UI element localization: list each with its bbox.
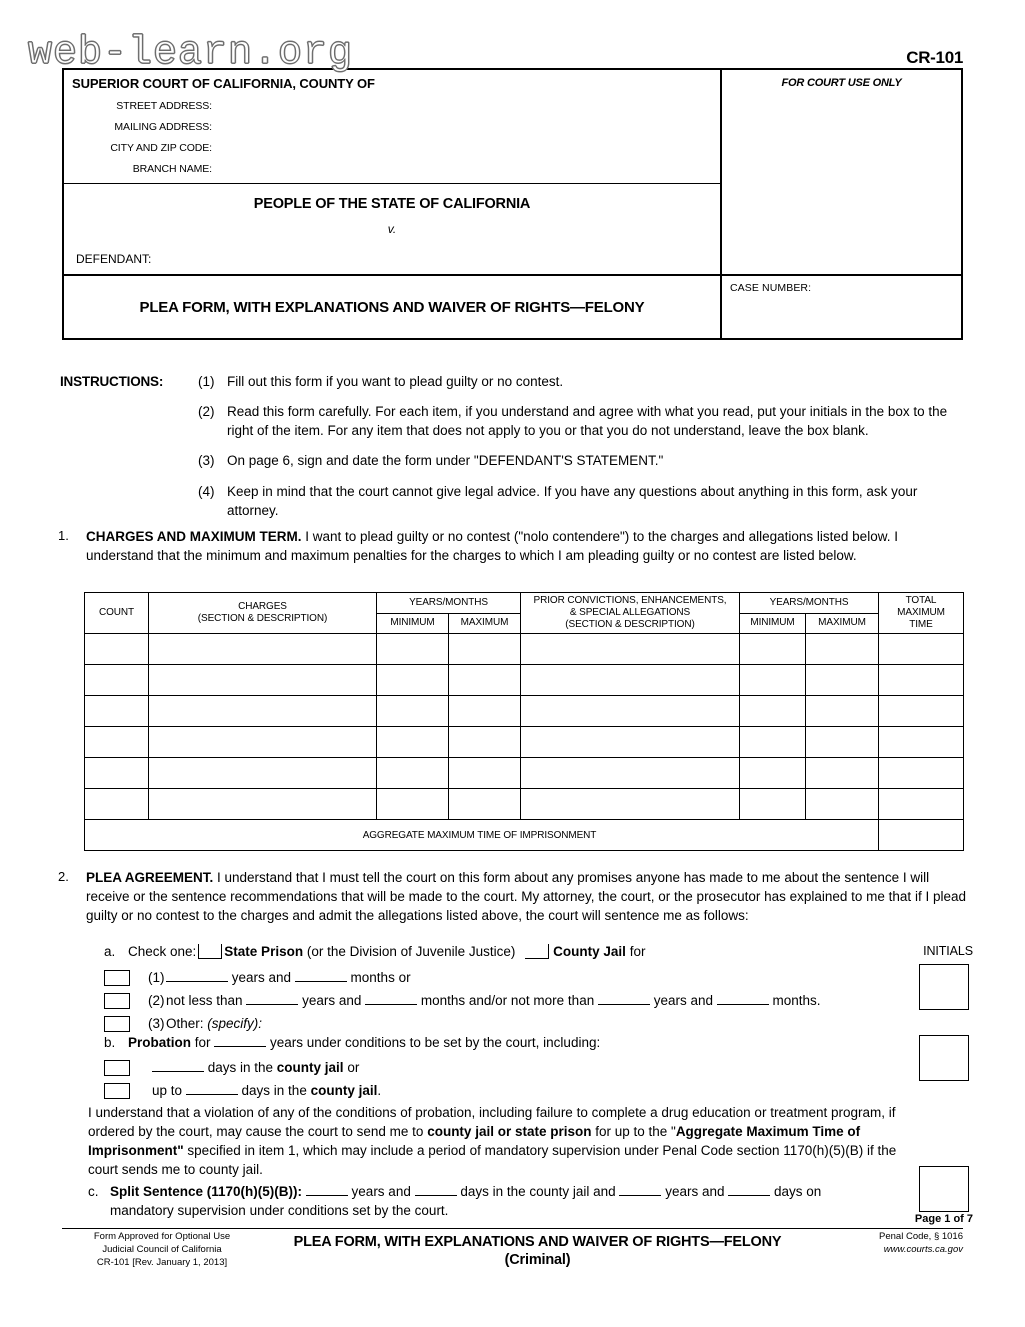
footer-council-line: Judicial Council of California — [102, 1243, 222, 1255]
cell-count[interactable] — [85, 758, 149, 789]
aggregate-label: AGGREGATE MAXIMUM TIME OF IMPRISONMENT — [85, 820, 879, 851]
a1-months-label: months or — [346, 970, 411, 986]
a3-other-label: Other: — [166, 1016, 204, 1032]
c-t4: days on — [770, 1184, 822, 1199]
c-t5: mandatory supervision under conditions set by the court. — [110, 1203, 449, 1219]
item-2-heading: PLEA AGREEMENT. — [86, 870, 214, 885]
violation-p2: for up to the " — [591, 1124, 676, 1140]
item-2c-text — [110, 1182, 821, 1220]
instruction-number: (1) — [198, 374, 215, 389]
a2-t5: months. — [768, 993, 821, 1009]
option-b2-text — [130, 1081, 381, 1100]
th-total-max-time — [879, 593, 964, 634]
cell-total[interactable] — [879, 665, 964, 696]
th-priors-line2: & SPECIAL ALLEGATIONS — [569, 607, 691, 618]
item-2b-line-text — [128, 1033, 600, 1052]
cell-min-2[interactable] — [740, 727, 806, 758]
page-number-label: Page 1 of 7 — [914, 1213, 973, 1225]
c-blank-3[interactable] — [619, 1195, 661, 1196]
th-priors — [521, 593, 740, 634]
item-1-charges — [58, 527, 968, 565]
th-charges-line2: (SECTION & DESCRIPTION) — [197, 613, 328, 624]
state-prison-checkbox[interactable] — [198, 944, 222, 959]
cell-count[interactable] — [85, 696, 149, 727]
parties-block — [64, 184, 720, 274]
case-number-label: CASE NUMBER: — [730, 282, 812, 294]
cell-min-2[interactable] — [740, 758, 806, 789]
item-2a-block — [104, 942, 894, 1034]
option-a2-text — [166, 991, 821, 1010]
c-blank-2[interactable] — [415, 1195, 457, 1196]
item-2b-option-1 — [104, 1058, 894, 1077]
cell-max-2[interactable] — [806, 634, 879, 665]
cell-priors[interactable] — [521, 758, 740, 789]
th-count: COUNT — [85, 593, 149, 634]
division-text: (or the Division of Juvenile Justice) — [303, 944, 520, 959]
footer-url: www.courts.ca.gov — [883, 1243, 963, 1255]
form-number-label: CR-101 — [906, 48, 963, 67]
watermark-text: web-learn.org — [28, 31, 354, 76]
footer-left — [62, 1231, 262, 1269]
cell-min-1[interactable] — [377, 789, 449, 820]
b2-county-jail: county jail — [310, 1083, 378, 1099]
plaintiff-title: PEOPLE OF THE STATE OF CALIFORNIA — [253, 196, 531, 212]
a2-blank-4[interactable] — [717, 1004, 769, 1005]
violation-bold2: Aggregate Maximum Time of Imprisonment" — [88, 1124, 861, 1159]
option-a3-checkbox[interactable] — [104, 1016, 130, 1032]
cell-total[interactable] — [879, 696, 964, 727]
for-text: for — [625, 944, 646, 959]
option-b1-checkbox[interactable] — [104, 1060, 130, 1076]
a2-t4: years and — [649, 993, 717, 1009]
b2-days-blank[interactable] — [186, 1094, 238, 1095]
instruction-item — [198, 372, 965, 391]
cell-priors[interactable] — [521, 727, 740, 758]
cell-min-1[interactable] — [377, 634, 449, 665]
county-jail-checkbox[interactable] — [525, 944, 549, 959]
th-charges-line1: CHARGES — [238, 601, 287, 612]
cell-priors[interactable] — [521, 789, 740, 820]
cell-total[interactable] — [879, 727, 964, 758]
footer-title-line1: PLEA FORM, WITH EXPLANATIONS AND WAIVER OF RIGHTS—FELONY — [293, 1234, 782, 1250]
a2-t3: months and/or not more than — [417, 993, 598, 1009]
initials-label: INITIALS — [923, 944, 973, 958]
a3-specify-label: (specify): — [207, 1016, 263, 1032]
th-priors-line3: (SECTION & DESCRIPTION) — [565, 619, 695, 630]
form-title: PLEA FORM, WITH EXPLANATIONS AND WAIVER OF RIGHTS—FELONY — [139, 298, 645, 316]
cell-min-1[interactable] — [377, 727, 449, 758]
instruction-number: (3) — [198, 453, 215, 469]
item-1-text: I want to plead guilty or no contest ("nolo contendere") to the charges and allegations listed below. I understand that the minimum and maximum penalties for the charges to which I am pleading guilty or no contest are listed below. — [86, 529, 898, 564]
instruction-text: Fill out this form if you want to plead guilty or no contest. — [227, 374, 564, 389]
violation-p1: I understand that a violation of any of the conditions of probation, including failure to complete a drug education or treatment program, if ordered by the court, may cause the court to send me to — [88, 1105, 896, 1140]
page-footer — [62, 1231, 963, 1269]
cell-max-1[interactable] — [449, 634, 521, 665]
instruction-text: On page 6, sign and date the form under "DEFENDANT'S STATEMENT." — [227, 453, 664, 469]
instruction-text: Keep in mind that the court cannot give legal advice. If you have any questions about anything in this form, ask your attorney. — [227, 483, 918, 518]
cell-count[interactable] — [85, 789, 149, 820]
court-title: SUPERIOR COURT OF CALIFORNIA, COUNTY OF — [72, 76, 375, 91]
a1-months-blank[interactable] — [295, 981, 347, 982]
table-row[interactable] — [85, 789, 964, 820]
violation-p3: specified in item 1, which may include a period of mandatory supervision under Penal Code section 1170(h)(5)(B) if the court sends me to county jail. — [88, 1143, 897, 1178]
cell-max-2[interactable] — [806, 789, 879, 820]
a1-years-label: years and — [228, 970, 295, 986]
footer-divider — [62, 1228, 963, 1229]
th-maximum-2: MAXIMUM — [806, 613, 879, 634]
cell-charges[interactable] — [149, 789, 377, 820]
cell-priors[interactable] — [521, 665, 740, 696]
th-total-line1: TOTAL — [905, 595, 937, 606]
footer-right — [813, 1231, 963, 1257]
cell-max-2[interactable] — [806, 758, 879, 789]
option-a2-number: (2) — [148, 993, 165, 1009]
b2-t1: days in the — [237, 1083, 311, 1099]
check-one-label: Check one: — [128, 944, 197, 959]
charges-table-head — [85, 593, 964, 634]
th-priors-line1: PRIOR CONVICTIONS, ENHANCEMENTS, — [533, 595, 727, 606]
item-1-heading: CHARGES AND MAXIMUM TERM. — [86, 529, 302, 544]
a2-t1: not less than — [166, 993, 247, 1009]
item-2-body — [86, 868, 968, 925]
cell-min-2[interactable] — [740, 634, 806, 665]
footer-center — [262, 1231, 813, 1269]
item-2b-probation-line — [104, 1033, 894, 1052]
option-a1-text — [166, 968, 411, 987]
item-1-body — [86, 527, 968, 565]
charges-table — [84, 592, 964, 851]
case-number-cell — [722, 276, 961, 338]
item-2-number: 2. — [58, 869, 69, 884]
cell-max-1[interactable] — [449, 665, 521, 696]
option-a2-checkbox[interactable] — [104, 993, 130, 1009]
item-2b-option-2 — [104, 1081, 894, 1100]
item-2b-letter: b. — [104, 1035, 116, 1050]
item-2a-line-text — [128, 942, 645, 961]
item-2a-option-3 — [104, 1014, 894, 1033]
table-row[interactable] — [85, 634, 964, 665]
item-2a-check-one-line — [104, 942, 894, 961]
instruction-item — [198, 482, 965, 520]
item-2c-line — [88, 1182, 898, 1220]
item-2a-option-1 — [104, 968, 894, 987]
branch-name-label: BRANCH NAME: — [132, 163, 212, 175]
charges-header-row-1 — [85, 593, 964, 614]
b1-county-jail: county jail — [276, 1060, 344, 1076]
cell-min-2[interactable] — [740, 789, 806, 820]
cell-aggregate-value[interactable] — [879, 820, 964, 851]
cell-max-2[interactable] — [806, 665, 879, 696]
th-maximum-1: MAXIMUM — [449, 613, 521, 634]
cell-total[interactable] — [879, 789, 964, 820]
a2-blank-1[interactable] — [246, 1004, 298, 1005]
court-info-block — [64, 70, 720, 184]
option-a1-number: (1) — [148, 970, 165, 986]
cell-min-1[interactable] — [377, 665, 449, 696]
table-row[interactable] — [85, 665, 964, 696]
versus-label: v. — [387, 222, 397, 236]
a2-t2: years and — [298, 993, 366, 1009]
defendant-label: DEFENDANT: — [76, 252, 152, 266]
item-2b-block — [104, 1033, 894, 1100]
cell-charges[interactable] — [149, 758, 377, 789]
for-court-use-only-label: FOR COURT USE ONLY — [781, 77, 902, 89]
instructions-label: INSTRUCTIONS: — [60, 374, 164, 389]
cell-max-1[interactable] — [449, 789, 521, 820]
c-blank-4[interactable] — [728, 1195, 770, 1196]
cell-priors[interactable] — [521, 634, 740, 665]
split-sentence-heading: Split Sentence (1170(h)(5)(B)): — [110, 1184, 303, 1199]
cell-charges[interactable] — [149, 634, 377, 665]
th-total-line3: TIME — [909, 619, 933, 630]
cell-max-1[interactable] — [449, 727, 521, 758]
form-title-cell — [64, 276, 722, 338]
footer-approved-line: Form Approved for Optional Use — [93, 1231, 231, 1242]
th-charges — [149, 593, 377, 634]
item-2c-split-sentence — [88, 1182, 898, 1220]
cell-count[interactable] — [85, 665, 149, 696]
probation-conditions-text: years under conditions to be set by the court, including: — [266, 1035, 601, 1050]
instruction-item — [198, 451, 965, 470]
probation-label: Probation — [128, 1035, 191, 1050]
city-zip-label: CITY AND ZIP CODE: — [110, 142, 212, 154]
cell-max-1[interactable] — [449, 696, 521, 727]
cell-total[interactable] — [879, 634, 964, 665]
b2-t0: up to — [152, 1083, 186, 1099]
c-blank-1[interactable] — [306, 1195, 348, 1196]
instruction-text: Read this form carefully. For each item, if you understand and agree with what you read, put your initials in the box to the right of the item. For any item that does not apply to you or that you do not understand, leave the box blank. — [227, 404, 948, 439]
c-t3: years and — [661, 1184, 729, 1199]
aggregate-row — [85, 820, 964, 851]
instructions-row — [60, 372, 965, 531]
cell-min-2[interactable] — [740, 665, 806, 696]
instruction-number: (4) — [198, 483, 215, 499]
caption-left-column — [64, 70, 722, 274]
a1-years-blank[interactable] — [166, 981, 228, 982]
b2-t2: . — [377, 1083, 382, 1099]
cell-max-1[interactable] — [449, 758, 521, 789]
initials-box-2b[interactable] — [919, 1035, 969, 1081]
cell-min-1[interactable] — [377, 696, 449, 727]
b1-t1: days in the — [204, 1060, 277, 1076]
cell-count[interactable] — [85, 634, 149, 665]
c-t2: days in the county jail and — [456, 1184, 620, 1199]
option-b2-checkbox[interactable] — [104, 1083, 130, 1099]
th-total-line2: MAXIMUM — [897, 607, 945, 618]
cell-charges[interactable] — [149, 696, 377, 727]
option-a1-checkbox[interactable] — [104, 970, 130, 986]
b1-days-blank[interactable] — [152, 1071, 204, 1072]
cell-total[interactable] — [879, 758, 964, 789]
initials-box-2a[interactable] — [919, 964, 969, 1010]
th-years-months-2: YEARS/MONTHS — [740, 593, 879, 614]
footer-penal-code: Penal Code, § 1016 — [879, 1231, 963, 1242]
item-2a-letter: a. — [104, 944, 116, 959]
instruction-number: (2) — [198, 404, 215, 420]
item-2a-option-2 — [104, 991, 894, 1010]
caption-top-row — [64, 70, 961, 274]
item-2c-letter: c. — [88, 1184, 99, 1199]
item-2-text: I understand that I must tell the court on this form about any promises anyone has made to me about the sentence I will receive or the sentence recommendations that will be made to the court. My attorney, the court, or the prosecutor has explained to me that if I plead guilty or no contest to the charges and admit the allegations listed above, the court will sentence me as follows: — [86, 870, 966, 924]
cell-charges[interactable] — [149, 665, 377, 696]
c-t1: years and — [347, 1184, 415, 1199]
street-address-label: STREET ADDRESS: — [116, 100, 212, 112]
probation-years-blank[interactable] — [214, 1046, 266, 1047]
caption-box — [62, 68, 963, 340]
cell-min-2[interactable] — [740, 696, 806, 727]
cell-max-2[interactable] — [806, 727, 879, 758]
a2-blank-2[interactable] — [365, 1004, 417, 1005]
option-a3-text — [166, 1014, 262, 1033]
footer-title-line2: (Criminal) — [504, 1252, 571, 1269]
cell-charges[interactable] — [149, 727, 377, 758]
th-years-months-1: YEARS/MONTHS — [377, 593, 521, 614]
option-b1-text — [130, 1058, 359, 1077]
county-jail-label: County Jail — [553, 944, 626, 959]
table-row[interactable] — [85, 727, 964, 758]
caption-bottom-row — [64, 274, 961, 338]
cell-min-1[interactable] — [377, 758, 449, 789]
option-a3-number: (3) — [148, 1016, 165, 1032]
initials-box-2c[interactable] — [919, 1166, 969, 1212]
table-row[interactable] — [85, 758, 964, 789]
state-prison-label: State Prison — [224, 944, 304, 959]
for-court-use-box — [722, 70, 961, 274]
cell-priors[interactable] — [521, 696, 740, 727]
charges-table-body — [85, 634, 964, 851]
th-minimum-1: MINIMUM — [377, 613, 449, 634]
table-row[interactable] — [85, 696, 964, 727]
th-minimum-2: MINIMUM — [740, 613, 806, 634]
b1-t2: or — [343, 1060, 360, 1076]
cell-max-2[interactable] — [806, 696, 879, 727]
violation-bold1: county jail or state prison — [427, 1124, 592, 1140]
probation-violation-paragraph — [88, 1103, 898, 1180]
probation-for: for — [191, 1035, 215, 1050]
cell-count[interactable] — [85, 727, 149, 758]
a2-blank-3[interactable] — [598, 1004, 650, 1005]
instructions-section — [60, 372, 965, 531]
item-1-number: 1. — [58, 528, 69, 543]
item-2-plea-agreement — [58, 868, 968, 925]
mailing-address-label: MAILING ADDRESS: — [114, 121, 212, 133]
instruction-item — [198, 402, 965, 440]
instructions-list — [198, 372, 965, 531]
footer-revision-line: CR-101 [Rev. January 1, 2013] — [96, 1256, 228, 1268]
